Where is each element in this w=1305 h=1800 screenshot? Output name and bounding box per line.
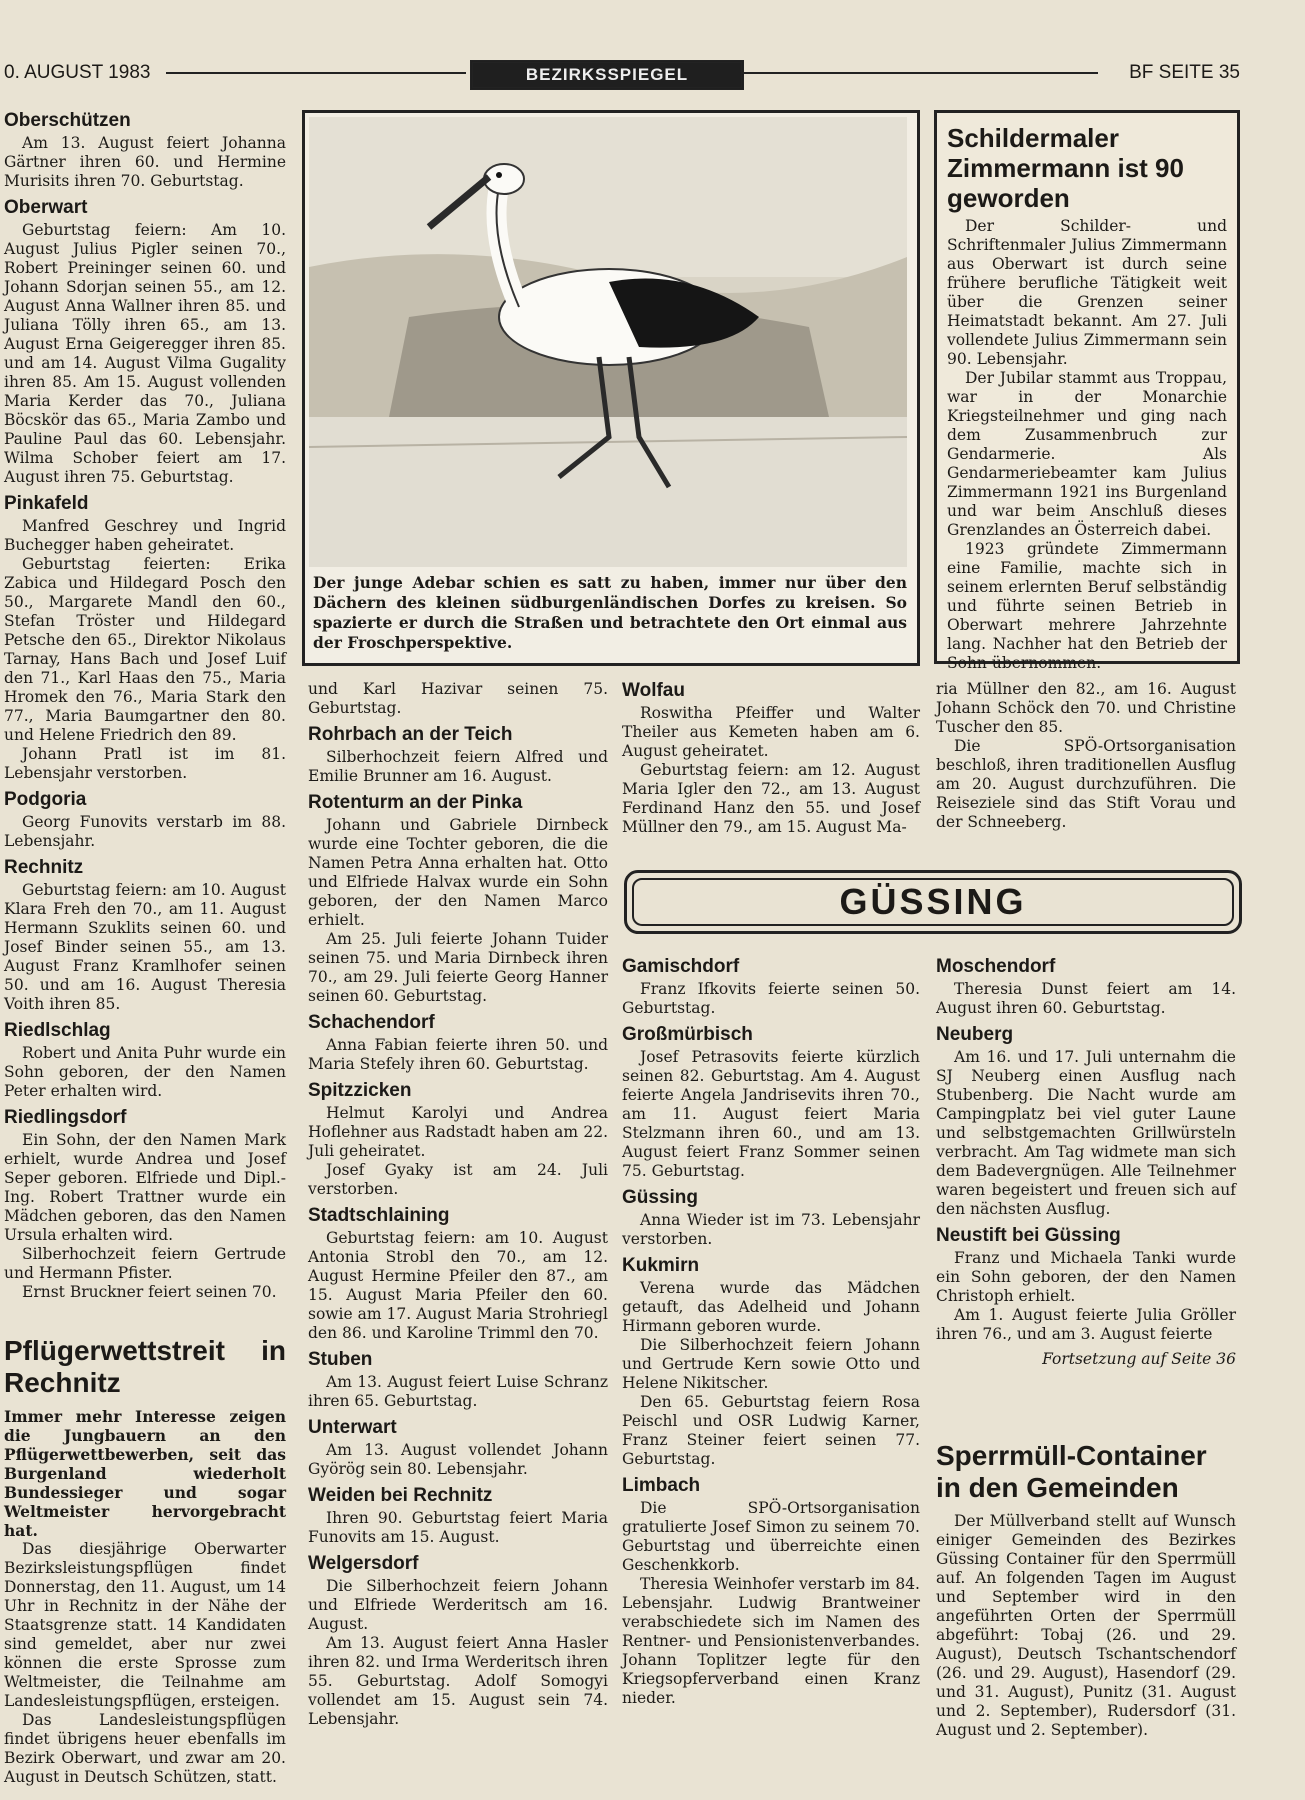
article-text: Die Silberhochzeit feiern Johann und Gertrude Kern sowie Otto und Helene Nikitscher. bbox=[622, 1336, 920, 1392]
page-header bbox=[0, 60, 1240, 84]
article-text: Theresia Dunst feiert am 14. August ihren 60. Geburtstag. bbox=[936, 980, 1236, 1017]
article-text: Anna Wieder ist im 73. Lebensjahr verstorben. bbox=[622, 1211, 920, 1248]
box-article-zimmermann bbox=[934, 110, 1240, 672]
district-banner bbox=[624, 870, 1242, 934]
article-text: Robert und Anita Puhr wurde ein Sohn geboren, der den Namen Peter erhalten wird. bbox=[4, 1044, 286, 1100]
stork-photo bbox=[302, 110, 920, 666]
article-text: Geburtstag feierten: Erika Zabica und Hildegard Posch den 50., Margarete Mandl den 60., Stefan Tröster und Hildegard Petsche den 65., Direktor Nikolaus Tarnay, Hans Bach und Josef Luif den 71., Karl Haas den 75., Maria Hromek den 76., Maria Stark den 77., Maria Baumgartner den 80. und Helene Friedrich den 89. bbox=[4, 555, 286, 744]
article-text: Ihren 90. Geburtstag feiert Maria Funovits am 15. August. bbox=[308, 1509, 608, 1546]
article-text: Die SPÖ-Ortsorganisation gratulierte Josef Simon zu seinem 70. Geburtstag und überreichte einen Geschenkkorb. bbox=[622, 1499, 920, 1574]
article-text: Verena wurde das Mädchen getauft, das Adelheid und Johann Hirmann geboren wurde. bbox=[622, 1279, 920, 1335]
locality-heading: Rotenturm an der Pinka bbox=[308, 792, 523, 813]
story-headline: Sperrmüll-Container in den Gemeinden bbox=[936, 1440, 1207, 1503]
article-text: Roswitha Pfeiffer und Walter Theiler aus Kemeten haben am 6. August geheiratet. bbox=[622, 704, 920, 760]
article-text: Georg Funovits verstarb im 88. Lebensjahr. bbox=[4, 813, 286, 850]
locality-heading: Neustift bei Güssing bbox=[936, 1225, 1121, 1246]
article-text: Johann und Gabriele Dirnbeck wurde eine Tochter geboren, die die Namen Petra Anna erhalten hat. Otto und Elfriede Halvax wurde ein Sohn geboren, der den Namen Marco erhielt. bbox=[308, 816, 608, 929]
locality-heading: Rechnitz bbox=[4, 857, 84, 878]
column-3-top bbox=[622, 680, 920, 837]
article-text: Silberhochzeit feiern Gertrude und Hermann Pfister. bbox=[4, 1245, 286, 1282]
column-4-top bbox=[936, 680, 1236, 832]
locality-heading: Neuberg bbox=[936, 1024, 1014, 1045]
article-text: Der Schilder- und Schriftenmaler Julius Zimmermann aus Oberwart ist durch seine frühere berufliche Tätigkeit weit über die Grenzen seiner Heimatstadt bekannt. Am 27. Juli vollendete Julius Zimmermann sein 90. Lebensjahr. bbox=[947, 217, 1227, 368]
locality-heading: Podgoria bbox=[4, 789, 87, 810]
locality-heading: Oberwart bbox=[4, 197, 88, 218]
article-text: Den 65. Geburtstag feiern Rosa Peischl und OSR Ludwig Karner, Franz Steiner feiert seinen 77. Geburtstag. bbox=[622, 1393, 920, 1468]
locality-heading: Großmürbisch bbox=[622, 1024, 753, 1045]
column-4-bottom bbox=[936, 950, 1236, 1369]
locality-heading: Welgersdorf bbox=[308, 1553, 419, 1574]
locality-heading: Kukmirn bbox=[622, 1255, 700, 1276]
article-text: ria Müllner den 82., am 16. August Johann Schöck den 70. und Christine Tuscher den 85. bbox=[936, 680, 1236, 736]
article-text: Silberhochzeit feiern Alfred und Emilie Brunner am 16. August. bbox=[308, 748, 608, 785]
article-text: Am 25. Juli feierte Johann Tuider seinen 75. und Maria Dirnbeck ihren 70., am 29. Juli feierte Georg Hanner seinen 60. Geburtstag. bbox=[308, 930, 608, 1005]
article-text: Geburtstag feiern: am 10. August Klara Freh den 70., am 11. August Hermann Szuklits seinen 60. und Josef Binder seinen 55., am 13. August Franz Kramlhofer seinen 50. und am 16. August Theresia Voith ihren 85. bbox=[4, 881, 286, 1013]
article-text: Ein Sohn, der den Namen Mark erhielt, wurde Andrea und Josef Seper geboren. Elfriede und Dipl.-Ing. Robert Trattner wurde ein Mädchen geboren, das den Namen Ursula erhalten wird. bbox=[4, 1131, 286, 1244]
locality-heading: Wolfau bbox=[622, 680, 685, 701]
stork-illustration bbox=[309, 117, 907, 567]
article-text: Manfred Geschrey und Ingrid Buchegger haben geheiratet. bbox=[4, 517, 286, 554]
article-text: Am 13. August feiert Anna Hasler ihren 82. und Irma Werderitsch ihren 55. Geburtstag. Adolf Somogyi vollendet am 15. August sein 74. Lebensjahr. bbox=[308, 1634, 608, 1728]
locality-heading: Gamischdorf bbox=[622, 956, 740, 977]
article-text: Der Müllverband stellt auf Wunsch einiger Gemeinden des Bezirkes Güssing Container für den Sperrmüll auf. An folgenden Tagen im August und September wird in den angeführten Orten der Sperrmüll abgeführt: Tobaj (26. und 29. August), Deutsch Tschantschendorf (26. und 29. August), Hasendorf (29. und 31. August), Punitz (31. August und 2. September), Rudersdorf (31. August und 2. September). bbox=[936, 1512, 1236, 1739]
article-text: Geburtstag feiern: am 10. August Antonia Strobl den 70., am 12. August Hermine Pfeiler den 87., am 15. August Maria Pfeiler den 60. sowie am 17. August Maria Strohriegl den 86. und Karoline Trimml den 70. bbox=[308, 1229, 608, 1342]
article-text: Geburtstag feiern: am 12. August Maria Igler den 72., am 13. August Ferdinand Hanz den 55. und Josef Müllner den 79., am 15. August Ma- bbox=[622, 761, 920, 836]
article-text: Theresia Weinhofer verstarb im 84. Lebensjahr. Ludwig Brantweiner verabschiedete sich im Namen des Rentner- und Pensionistenverbandes. Johann Toplitzer legte für den Kriegsopferverband einen Kranz nieder. bbox=[622, 1575, 920, 1707]
article-text: Anna Fabian feierte ihren 50. und Maria Stefely ihren 60. Geburtstag. bbox=[308, 1036, 608, 1073]
locality-heading: Güssing bbox=[622, 1187, 699, 1208]
article-text: Am 16. und 17. Juli unternahm die SJ Neuberg einen Ausflug nach Stubenberg. Die Nacht wurde am Campingplatz bei viel guter Laune und selbstgemachten Grillwürsteln verbracht. Am Tag widmete man sich dem Badevergnügen. Alle Teilnehmer waren begeistert und freuen sich auf den nächsten Ausflug. bbox=[936, 1048, 1236, 1218]
story-lead: Immer mehr Interesse zeigen die Jungbauern an den Pflügerwettbewerben, seit das Burgenland wiederholt Bundessieger und sogar Weltmeister hervorgebracht hat. bbox=[4, 1407, 286, 1540]
box-headline: Schildermaler Zimmermann ist 90 geworden bbox=[947, 123, 1184, 213]
article-text: Die Silberhochzeit feiern Johann und Elfriede Werderitsch am 16. August. bbox=[308, 1577, 608, 1633]
section-title: BEZIRKSSPIEGEL bbox=[470, 60, 744, 90]
header-rule-left bbox=[166, 72, 466, 74]
locality-heading: Rohrbach an der Teich bbox=[308, 724, 513, 745]
article-text: Am 1. August feierte Julia Gröller ihren 76., und am 3. August feierte bbox=[936, 1306, 1236, 1343]
district-banner-title: GÜSSING bbox=[632, 878, 1234, 926]
article-text: Am 13. August vollendet Johann Györög sein 80. Lebensjahr. bbox=[308, 1441, 608, 1478]
article-text: Franz Ifkovits feierte seinen 50. Geburtstag. bbox=[622, 980, 920, 1017]
article-text: Am 13. August feiert Luise Schranz ihren 65. Geburtstag. bbox=[308, 1373, 608, 1410]
article-text: Ernst Bruckner feiert seinen 70. bbox=[22, 1283, 277, 1301]
article-text: Das diesjährige Oberwarter Bezirksleistungspflügen findet Donnerstag, den 11. August, um 14 Uhr in Rechnitz in der Nähe der Staatsgrenze statt. 14 Kandidaten sind gemeldet, aber nur zwei können die erste Sprosse zum Weltmeister, die Teilnahme am Landesleistungspflügen, ersteigen. bbox=[4, 1540, 286, 1710]
locality-heading: Riedlingsdorf bbox=[4, 1107, 127, 1128]
article-text: 1923 gründete Zimmermann eine Familie, machte sich in seinem erlernten Beruf selbständig und führte seinen Betrieb in Oberwart mehrere Jahrzehnte lang. Nachher hat den Betrieb der Sohn übernommen. bbox=[947, 540, 1227, 672]
article-text: Geburtstag feiern: Am 10. August Julius Pigler seinen 70., Robert Preininger seinen 60. und Johann Sdorjan seinen 55., am 12. August Anna Wallner ihren 85. und Juliana Tölly ihren 65., am 13. August Erna Geigeregger ihren 85. und am 14. August Vilma Gugality ihren 85. Am 15. August vollenden Maria Kerder das 70., Juliana Böcskör das 65., Maria Zambo und Pauline Paul das 60. Lebensjahr. Wilma Schober feiert am 17. August ihren 75. Geburtstag. bbox=[4, 221, 286, 486]
locality-heading: Weiden bei Rechnitz bbox=[308, 1485, 493, 1506]
locality-heading: Stadtschlaining bbox=[308, 1205, 450, 1226]
article-text: Das Landesleistungspflügen findet übrigens heuer ebenfalls im Bezirk Oberwart, und zwar am 20. August in Deutsch Schützen, statt. bbox=[4, 1711, 286, 1786]
story-headline: Pflügerwettstreit in Rechnitz bbox=[4, 1335, 286, 1398]
article-text: Helmut Karolyi und Andrea Hoflehner aus Radstadt haben am 22. Juli geheiratet. bbox=[308, 1104, 608, 1160]
article-text: Johann Pratl ist im 81. Lebensjahr verstorben. bbox=[4, 745, 286, 782]
locality-heading: Stuben bbox=[308, 1349, 373, 1370]
photo-caption: Der junge Adebar schien es satt zu haben, immer nur über den Dächern des kleinen südburgenländischen Dorfes zu kreisen. So spazierte er durch die Straßen und betrachtete den Ort einmal aus der Froschperspektive. bbox=[313, 573, 907, 652]
continued-note: Fortsetzung auf Seite 36 bbox=[1042, 1350, 1236, 1368]
locality-heading: Moschendorf bbox=[936, 956, 1056, 977]
column-2 bbox=[308, 680, 608, 1729]
article-text: Die SPÖ-Ortsorganisation beschloß, ihren traditionellen Ausflug am 20. August durchzuführen. Die Reiseziele sind das Stift Vorau und der Schneeberg. bbox=[936, 737, 1236, 831]
locality-heading: Unterwart bbox=[308, 1417, 397, 1438]
header-rule-right bbox=[742, 72, 1098, 74]
column-1 bbox=[4, 104, 286, 1302]
header-date: 0. AUGUST 1983 bbox=[4, 62, 151, 83]
article-text: Josef Petrasovits feierte kürzlich seinen 82. Geburtstag. Am 4. August feierte Angela Jandrisevits ihren 70., am 11. August feiert Maria Stelzmann ihren 60., und am 13. August feiert Franz Sommer seinen 75. Geburtstag. bbox=[622, 1048, 920, 1180]
locality-heading: Spitzzicken bbox=[308, 1080, 412, 1101]
locality-heading: Pinkafeld bbox=[4, 493, 89, 514]
story-sperrmuell bbox=[936, 1440, 1236, 1740]
article-text: und Karl Hazivar seinen 75. Geburtstag. bbox=[308, 680, 608, 717]
article-text: Der Jubilar stammt aus Troppau, war in der Monarchie Kriegsteilnehmer und ging nach dem Zusammenbruch zur Gendarmerie. Als Gendarmeriebeamter kam Julius Zimmermann 1921 ins Burgenland und war beim Anschluß dieses Grenzlandes an Österreich dabei. bbox=[947, 369, 1227, 539]
article-text: Franz und Michaela Tanki wurde ein Sohn geboren, der den Namen Christoph erhielt. bbox=[936, 1249, 1236, 1305]
column-3-bottom bbox=[622, 950, 920, 1708]
locality-heading: Limbach bbox=[622, 1475, 701, 1496]
locality-heading: Riedlschlag bbox=[4, 1020, 111, 1041]
header-page-number: BF SEITE 35 bbox=[1129, 62, 1240, 83]
locality-heading: Schachendorf bbox=[308, 1012, 435, 1033]
story-pfluegerwettstreit bbox=[4, 1335, 286, 1787]
article-text: Am 13. August feiert Johanna Gärtner ihren 60. und Hermine Murisits ihren 70. Geburtstag. bbox=[4, 134, 286, 190]
locality-heading: Oberschützen bbox=[4, 110, 131, 131]
article-text: Josef Gyaky ist am 24. Juli verstorben. bbox=[308, 1161, 608, 1198]
